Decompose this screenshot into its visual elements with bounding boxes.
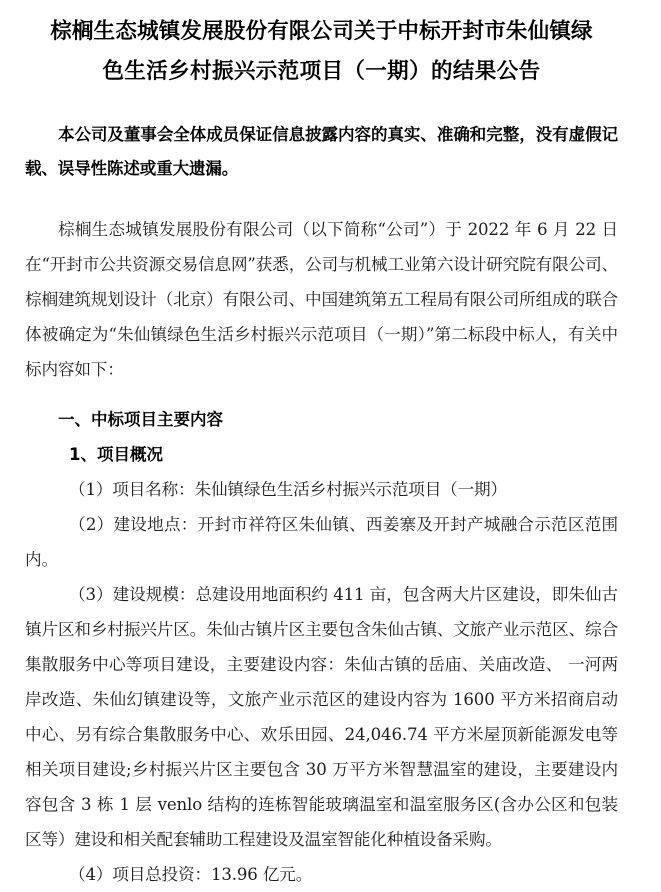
item-construction-site: （2）建设地点：开封市祥符区朱仙镇、西姜寨及开封产城融合示范区范围内。 xyxy=(25,515,618,569)
subsection-heading-1: 1、项目概况 xyxy=(69,445,163,464)
page-title xyxy=(25,0,618,92)
page-title-line-2: 色生活乡村振兴示范项目（一期）的结果公告 xyxy=(102,59,541,84)
item-construction-scale: （3）建设规模：总建设用地面积约 411 亩，包含两大片区建设，即朱仙古镇片区和乡村振兴片区。朱仙古镇片区主要包含朱仙古镇、文旅产业示范区、综合集散服务中心等项目建设，主要建设内容：朱仙古镇的岳庙、关庙改造、 一河两岸改造、朱仙幻镇建设等，文旅产业示范区的建设内容为 1600 平方米招商启动中心、另有综合集散服务中心、欢乐田园、24,046.74 平方米屋顶新能源发电等相关项目建设;乡村振兴片区主要包含 30 万平方米智慧温室的建设，主要建设内容包含 3 栋 1 层 venlo 结构的连栋智能玻璃温室和温室服务区(含办公区和包装区等）建设和相关配套辅助工程建设及温室智能化种植设备采购。 xyxy=(25,585,618,849)
item-total-investment: （4）项目总投资：13.96 亿元。 xyxy=(69,865,313,884)
lead-paragraph: 棕榈生态城镇发展股份有限公司（以下简称“公司”）于 2022 年 6 月 22 日在“开封市公共资源交易信息网”获悉，公司与机械工业第六设计研究院有限公司、棕榈建筑规划设计（北京）有限公司、中国建筑第五工程局有限公司所组成的联合体被确定为“朱仙镇绿色生活乡村振兴示范项目（一期）”第二标段中标人，有关中标内容如下： xyxy=(25,220,618,379)
item-project-name: （1）项目名称：朱仙镇绿色生活乡村振兴示范项目（一期） xyxy=(69,480,507,499)
disclaimer-statement: 本公司及董事会全体成员保证信息披露内容的真实、准确和完整，没有虚假记载、误导性陈述或重大遗漏。 xyxy=(25,125,618,178)
page-title-line-1: 棕榈生态城镇发展股份有限公司关于中标开封市朱仙镇绿 xyxy=(50,19,593,44)
section-heading-1: 一、中标项目主要内容 xyxy=(58,410,223,429)
